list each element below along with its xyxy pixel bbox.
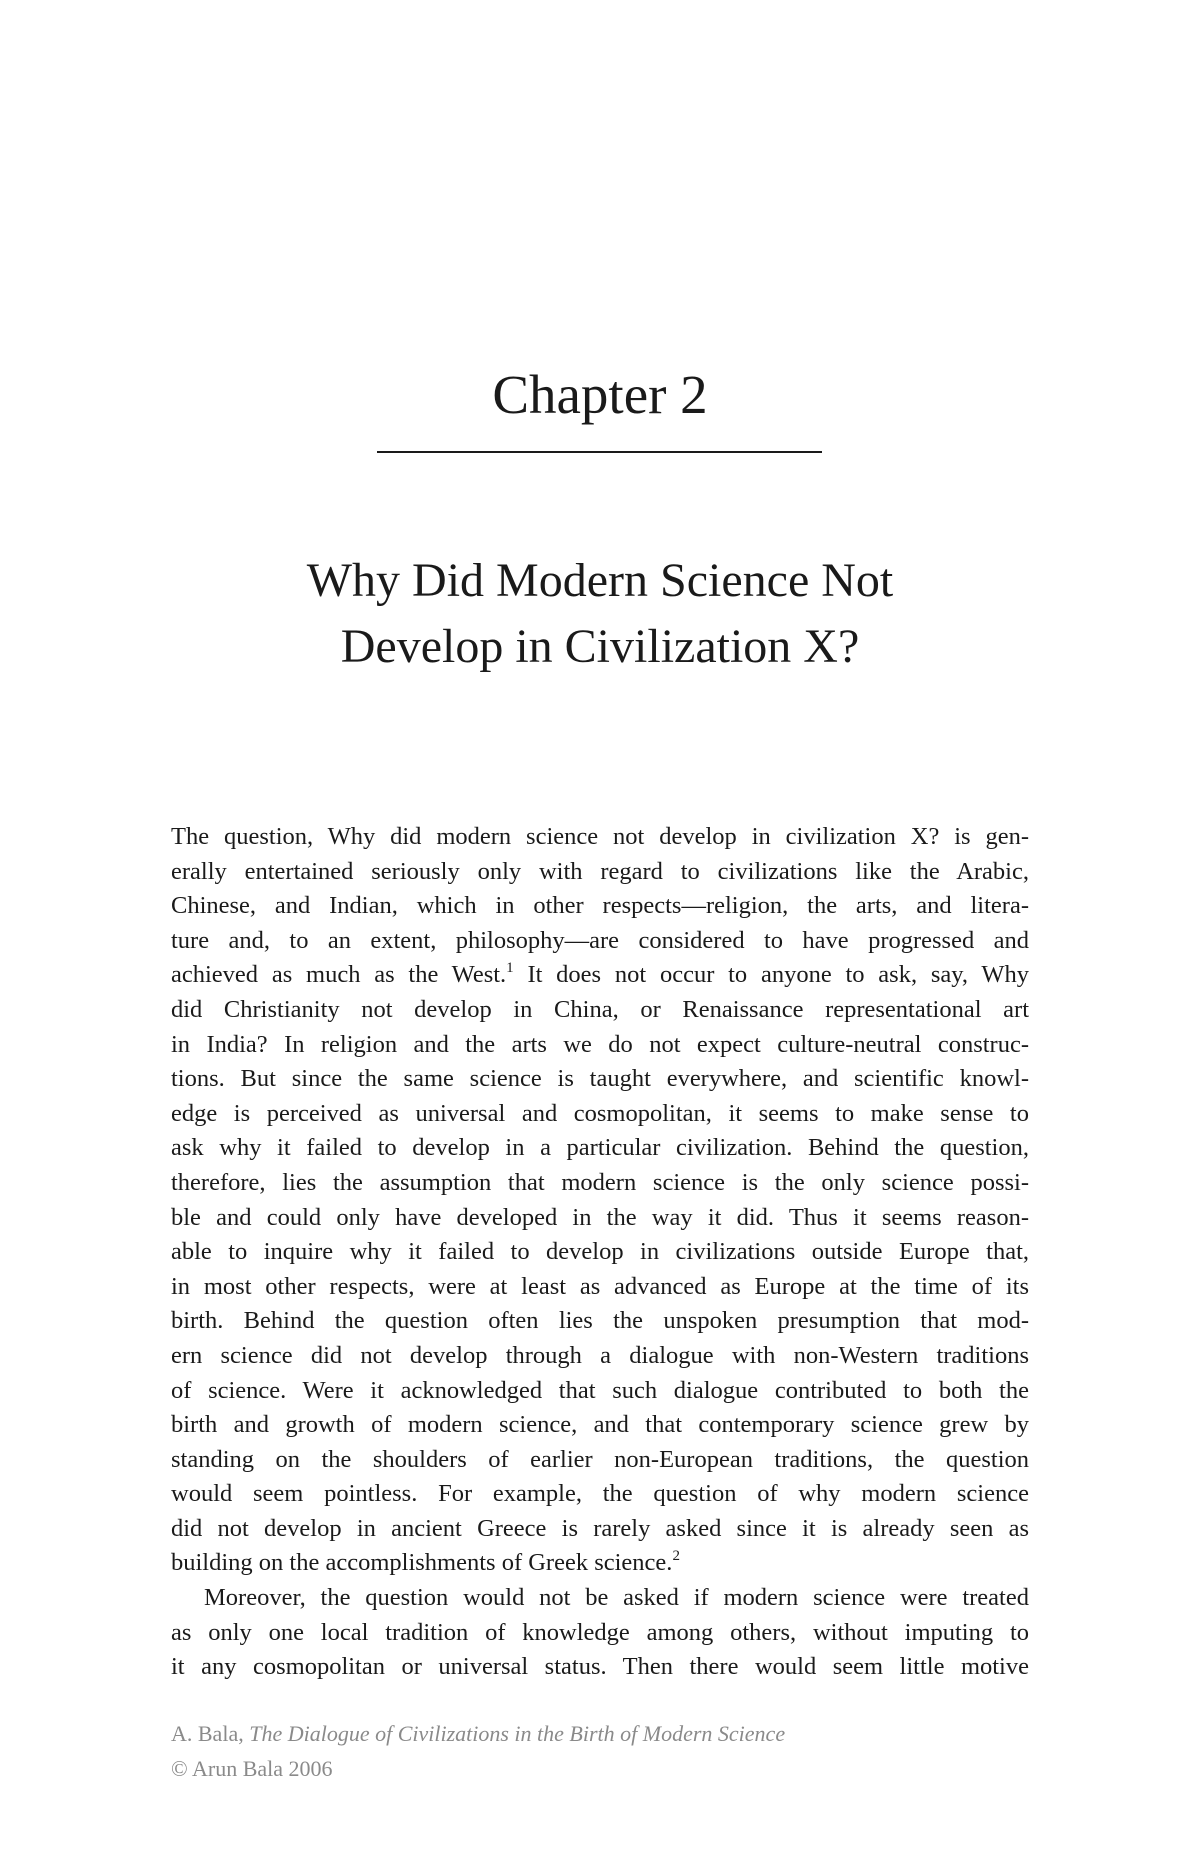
citation-line <box>171 1716 785 1751</box>
body-line-segment: It does not occur to anyone to ask, say, Why <box>513 961 1030 989</box>
footnote-marker-1[interactable]: 1 <box>506 960 514 977</box>
body-line: birth. Behind the question often lies the unspoken presumption that mod- <box>171 1307 1029 1335</box>
body-line: able to inquire why it failed to develop in civilizations outside Europe that, <box>171 1238 1029 1266</box>
page-footer <box>171 1716 785 1786</box>
body-line: birth and growth of modern science, and that contemporary science grew by <box>171 1411 1029 1439</box>
body-line: ble and could only have developed in the way it did. Thus it seems reason- <box>171 1203 1029 1231</box>
footnote-marker-2[interactable]: 2 <box>672 1548 680 1565</box>
body-line: ture and, to an extent, philosophy—are considered to have progressed and <box>171 926 1029 954</box>
footer-author: A. Bala, <box>171 1721 244 1746</box>
chapter-title-line-2: Develop in Civilization X? <box>340 620 860 673</box>
chapter-title <box>100 548 1100 680</box>
body-line: would seem pointless. For example, the question of why modern science <box>171 1480 1029 1508</box>
body-line-paragraph-start: Moreover, the question would not be asked if modern science were treated <box>204 1584 1029 1612</box>
body-line: of science. Were it acknowledged that such dialogue contributed to both the <box>171 1376 1029 1404</box>
chapter-title-line-1: Why Did Modern Science Not <box>306 554 894 607</box>
body-line: ask why it failed to develop in a particular civilization. Behind the question, <box>171 1134 1029 1162</box>
body-line: standing on the shoulders of earlier non-European traditions, the question <box>171 1445 1029 1473</box>
body-line-paragraph-end <box>171 1546 1029 1581</box>
footer-copyright: © Arun Bala 2006 <box>171 1756 333 1781</box>
body-line: tions. But since the same science is taught everywhere, and scientific knowl- <box>171 1065 1029 1093</box>
chapter-number: Chapter 2 <box>492 364 708 425</box>
body-text <box>171 820 1029 1685</box>
body-line-with-footnote <box>171 958 1029 993</box>
body-line: did Christianity not develop in China, or Renaissance representational art <box>171 995 1029 1023</box>
body-line-segment: achieved as much as the West. <box>171 961 507 989</box>
footer-book-title: The Dialogue of Civilizations in the Birth of Modern Science <box>249 1721 786 1746</box>
chapter-divider-rule <box>377 451 822 453</box>
body-line-segment: building on the accomplishments of Greek science. <box>171 1549 673 1577</box>
body-line: as only one local tradition of knowledge among others, without imputing to <box>171 1618 1029 1646</box>
body-line: it any cosmopolitan or universal status. Then there would seem little motive <box>171 1653 1029 1681</box>
body-line: ern science did not develop through a dialogue with non-Western traditions <box>171 1341 1029 1369</box>
body-line: Chinese, and Indian, which in other respects—religion, the arts, and litera- <box>171 892 1029 920</box>
body-line: in most other respects, were at least as advanced as Europe at the time of its <box>171 1272 1029 1300</box>
body-line: erally entertained seriously only with regard to civilizations like the Arabic, <box>171 857 1029 885</box>
body-line: edge is perceived as universal and cosmopolitan, it seems to make sense to <box>171 1099 1029 1127</box>
body-line: The question, Why did modern science not develop in civilization X? is gen- <box>171 823 1029 850</box>
body-line: therefore, lies the assumption that modern science is the only science possi- <box>171 1168 1029 1196</box>
body-line: did not develop in ancient Greece is rarely asked since it is already seen as <box>171 1514 1029 1542</box>
body-line: in India? In religion and the arts we do not expect culture-neutral construc- <box>171 1030 1029 1058</box>
